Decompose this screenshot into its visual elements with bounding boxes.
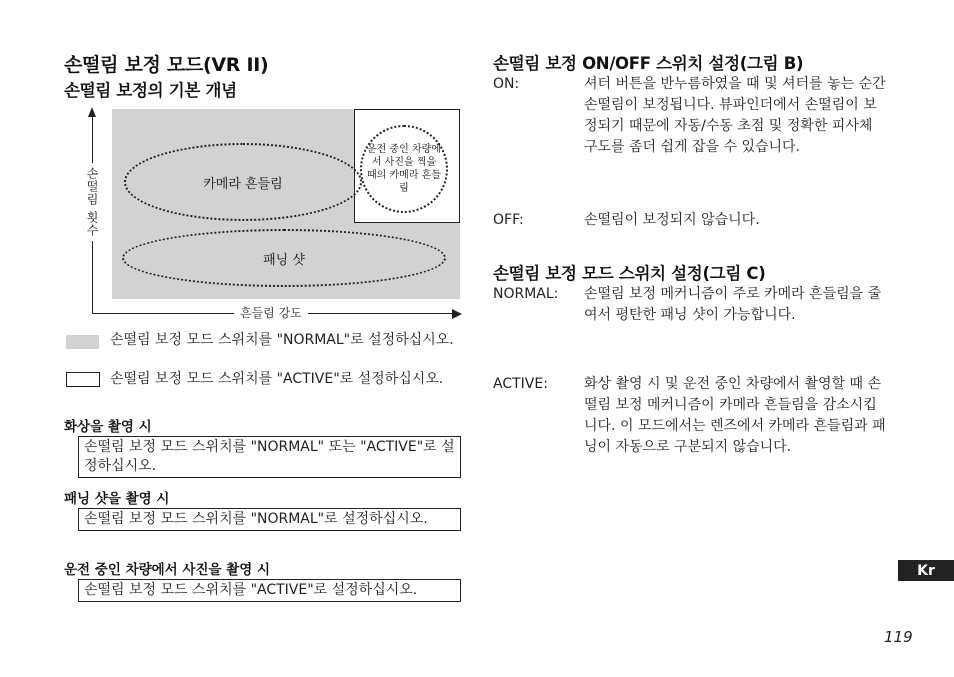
on-description: 셔터 버튼을 반누름하였을 때 및 셔터를 놓는 순간 손떨림이 보정됩니다. 뷰파인더에서 손떨림이 보정되기 때문에 자동/수동 초점 및 정확한 피사체 구도를 좀더 쉽게 잡을 수 있습니다. <box>584 76 886 155</box>
legend-active-text: 손떨림 보정 모드 스위치를 "ACTIVE"로 설정하십시오. <box>110 371 444 387</box>
panning-ellipse: 패닝 샷 <box>122 229 446 287</box>
off-label: OFF: <box>493 212 524 228</box>
case-heading-panning: 패닝 샷을 촬영 시 <box>64 491 170 507</box>
legend-gray-swatch <box>66 335 99 349</box>
active-label: ACTIVE: <box>493 376 548 392</box>
language-tab: Kr <box>898 560 954 581</box>
case-box-panning: 손떨림 보정 모드 스위치를 "NORMAL"로 설정하십시오. <box>78 508 461 531</box>
y-axis-arrow <box>88 107 96 117</box>
normal-label: NORMAL: <box>493 286 559 302</box>
camera-shake-ellipse: 카메라 흔들림 <box>124 143 362 221</box>
case-box-vehicle: 손떨림 보정 모드 스위치를 "ACTIVE"로 설정하십시오. <box>78 579 461 602</box>
page-title: 손떨림 보정 모드(VR II) <box>64 54 269 76</box>
case-box-portrait: 손떨림 보정 모드 스위치를 "NORMAL" 또는 "ACTIVE"로 설정하십시오. <box>78 436 461 478</box>
page-number: 119 <box>884 628 913 646</box>
normal-description: 손떨림 보정 메커니즘이 주로 카메라 흔들림을 줄여서 평탄한 패닝 샷이 가능합니다. <box>584 286 882 323</box>
legend-white-swatch <box>66 372 100 387</box>
x-axis-label: 흔들림 강도 <box>234 304 308 321</box>
active-description: 화상 촬영 시 및 운전 중인 차량에서 촬영할 때 손떨림 보정 메커니즘이 카메라 흔들림을 감소시킵니다. 이 모드에서는 렌즈에서 카메라 흔들림과 패닝이 자동으로 구분되지 않습니다. <box>584 376 886 455</box>
y-axis-label: 손떨림 횟수 <box>85 167 99 237</box>
case-heading-vehicle: 운전 중인 차량에서 사진을 촬영 시 <box>64 562 271 578</box>
off-description: 손떨림이 보정되지 않습니다. <box>584 212 760 228</box>
vr-concept-diagram <box>64 105 464 325</box>
case-heading-portrait: 화상을 촬영 시 <box>64 419 152 435</box>
section-subtitle: 손떨림 보정의 기본 개념 <box>64 81 237 100</box>
vehicle-circle: 운전 중인 차량에서 사진을 찍을 때의 카메라 흔들림 <box>360 125 448 213</box>
section-title-mode: 손떨림 보정 모드 스위치 설정(그림 C) <box>493 264 766 283</box>
y-axis-label-wrap <box>84 163 101 241</box>
section-title-on-off: 손떨림 보정 ON/OFF 스위치 설정(그림 B) <box>493 54 804 73</box>
on-label: ON: <box>493 76 520 92</box>
legend-normal-text: 손떨림 보정 모드 스위치를 "NORMAL"로 설정하십시오. <box>110 332 454 348</box>
x-axis-arrow <box>452 309 462 319</box>
